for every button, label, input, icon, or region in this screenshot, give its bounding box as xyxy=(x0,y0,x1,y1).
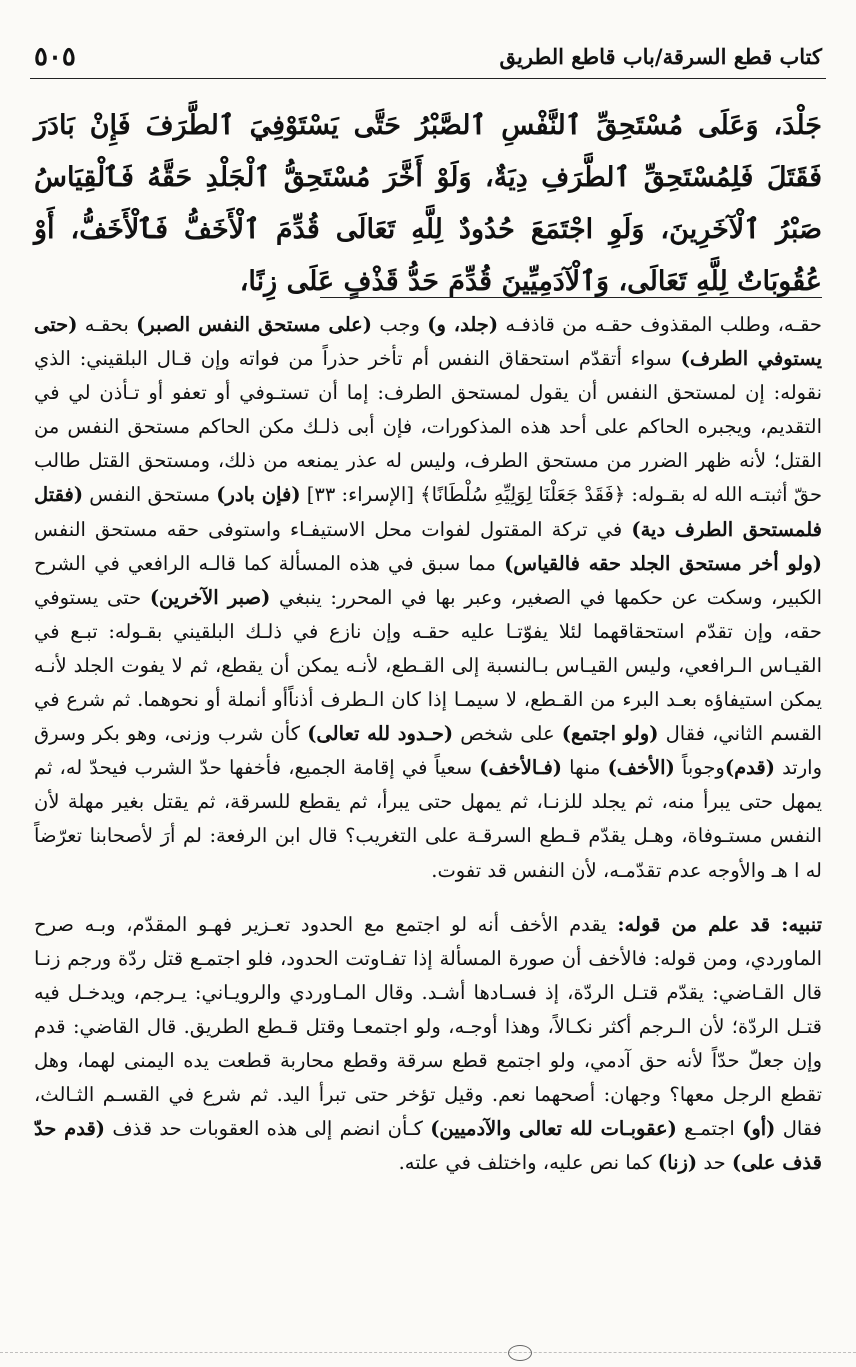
text-run: حتى يستوفي حقه، وإن تقدّم استحقاقهما لئلا يفوّتـا عليه حقـه وإن نازع في ذلـك البلقيني بقـوله: تبـع في القيـاس الـرافعي، وليس القيـاس بـالنسبة إلى القـطع، لأنـه يمكن أن يقطع، ثم لا يفوت الجلد لأنـه يمكن استيفاؤه بعـد البرء من القـطع، لا سيمـا إذا كان الـطرف أذناًأو أنملة أو نحوهما. ثم شرع في القسم الثاني، فقال xyxy=(34,585,822,746)
bold-phrase: (قدم حدّ قذف على) xyxy=(34,1117,822,1175)
bold-phrase: (حـدود لله تعالى) xyxy=(307,722,454,746)
text-run: سواء أتقدّم استحقاق النفس أم تأخر حذراً من فواته وإن قـال البلقيني: الذي نقوله: إن لمستحق النفس أن يقول لمستحق الطرف: إما أن تستـوفي أو تعفو أو تـأذن لي في التقديم، ويجبره الحاكم على أحد هذه المذكورات، فإن أبى ذلـك مكن الحاكم مستحق النفس من القتل؛ لأنه ظهر الضرر من مستحق الطرف، وليس له عذر يمنعه من ذلك، ومستحق القتل طالب حقّ أثبتـه الله له بقـوله: ﴿فَقَدْ جَعَلْنَا لِوَلِيِّهِ سُلْطَانًا﴾ [الإسراء: ٣٣] xyxy=(34,347,823,507)
bold-phrase: (فـالأخف) xyxy=(479,756,563,780)
text-run: في تركة المقتول لفوات محل الاستيفـاء واستوفى حقه مستحق النفس xyxy=(34,517,632,541)
text-run: بحقـه xyxy=(77,313,137,336)
main-text-paragraph: جَلْدَ، وَعَلَى مُسْتَحِقِّ ٱلنَّفْسِ ٱلصَّبْرُ حَتَّى يَسْتَوْفِيَ ٱلطَّرَفَ فَإِنْ بَادَرَ فَقَتَلَ فَلِمُسْتَحِقِّ ٱلطَّرَفِ دِيَةٌ، وَلَوْ أَخَّرَ مُسْتَحِقُّ ٱلْجَلْدِ حَقَّهُ فَٱلْقِيَاسُ صَبْرُ ٱلْآخَرِينَ، وَلَوِ اجْتَمَعَ حُدُودٌ لِلَّهِ تَعَالَى قُدِّمَ ٱلْأَخَفُّ فَٱلْأَخَفُّ، أَوْ عُقُوبَاتٌ لِلَّهِ تَعَالَى، وَٱلْآدَمِيِّينَ قُدِّمَ حَدُّ قَذْفٍ عَلَى زِنًا، xyxy=(34,110,822,297)
main-text xyxy=(34,100,822,308)
bold-phrase: (ولو أخر مستحق الجلد حقه فالقياس) xyxy=(504,551,822,575)
commentary-paragraph-1 xyxy=(34,308,822,888)
bold-phrase: (أو) xyxy=(742,1117,776,1141)
bold-phrase: (الأخف) xyxy=(607,756,675,780)
text-run: على شخص xyxy=(453,722,562,746)
text-run: وجب xyxy=(372,313,428,336)
text-run: سعياً في إقامة الجميع، فأخفها حدّ الشرب فيحدّ له، ثم يمهل حتى يبرأ منه، ثم يجلد للزنـا، ثم يمهل حتى يبرأ، ثم يقطع للسرقة، ثم يقتل بغير مهلة لأن النفس مستـوفاة، وهـل يقدّم قـطع السرقـة على التغريب؟ قال ابن الرفعة: لم أرَ لأصحابنا تعرّضاً له ا هـ والأوجه عدم تقدّمـه، لأن النفس قد تفوت. xyxy=(34,756,822,882)
bold-phrase: (عقوبـات لله تعالى والآدميين) xyxy=(430,1117,677,1141)
commentary-note-paragraph xyxy=(34,908,822,1181)
bold-phrase: (ولو اجتمع) xyxy=(561,722,659,746)
text-run: حقـه، وطلب المقذوف حقـه من قاذفـه xyxy=(498,313,822,336)
footnote-divider xyxy=(320,297,822,298)
text-run: حد xyxy=(697,1151,732,1175)
text-run: وجوباً xyxy=(674,756,725,780)
page-header xyxy=(30,38,826,79)
bold-phrase: (حتى يستوفي الطرف) xyxy=(34,313,823,371)
page-number: ٥٠٥ xyxy=(34,42,76,72)
bold-phrase: (فإن بادر) xyxy=(216,483,301,507)
bold-phrase: (على مستحق النفس الصبر) xyxy=(136,313,373,336)
text-run: كما نص عليه، واختلف في علته. xyxy=(398,1151,658,1175)
ornament-knot-icon xyxy=(508,1345,532,1361)
running-head: كتاب قطع السرقة/باب قاطع الطريق xyxy=(499,44,822,69)
text-run: مما سبق في هذه المسألة كما قالـه الرافعي في الشرح الكبير، وسكت عن حكمها في الصغير، وعبر بها في المحرر: ينبغي xyxy=(34,551,822,609)
bold-phrase: (جلد، و) xyxy=(427,313,499,336)
footer-ornament xyxy=(0,1352,856,1356)
bold-phrase: تنبيه: قد علم من قوله: xyxy=(617,912,823,936)
text-run: منها xyxy=(562,756,608,780)
text-run: يقدم الأخف أنه لو اجتمع مع الحدود تعـزير فهـو المقدّم، وبـه صرح الماوردي، ومن قوله: فالأخف أن صورة المسألة إذا تفـاوتت الحدود، فلو اجتمـع قتل ردّة ورجم زنـا قال القـاضي: يقدّم قتـل الردّة، إذ فسـادها أشـد. وقال المـاوردي والرويـاني: يـرجم، ويدخـل فيه قتـل الردّة؛ لأن الـرجم أكثر نكـالاً، وهذا أوجـه، ولو اجتمعـا وقتل قـطع الطريق. قال القاضي: قدم وإن جعلّ حدّاً لأنه حق آدمي، ولو اجتمع قطع سرقة وقطع محاربة قطعت يده اليمنى لهما، وهل تقطع الرجل معها؟ وجهان: أصحهما نعم. وقيل تؤخر حتى تبرأ اليد. ثم شرع في القسـم الثـالث، فقال xyxy=(34,912,823,1141)
text-run: مستحق النفس xyxy=(83,483,217,507)
text-run: كـأن انضم إلى هذه العقوبات حد قذف xyxy=(105,1117,431,1141)
text-run: كأن شرب وزنى، وهو بكر وسرق وارتد xyxy=(34,722,822,780)
text-run: اجتمـع xyxy=(676,1117,743,1141)
bold-phrase: (زنا) xyxy=(657,1151,698,1175)
bold-phrase: (قدم) xyxy=(724,756,775,780)
commentary-text xyxy=(34,308,822,1180)
bold-phrase: (صبر الآخرين) xyxy=(149,585,271,609)
bold-phrase: (فقتل فلمستحق الطرف دية) xyxy=(34,483,822,541)
